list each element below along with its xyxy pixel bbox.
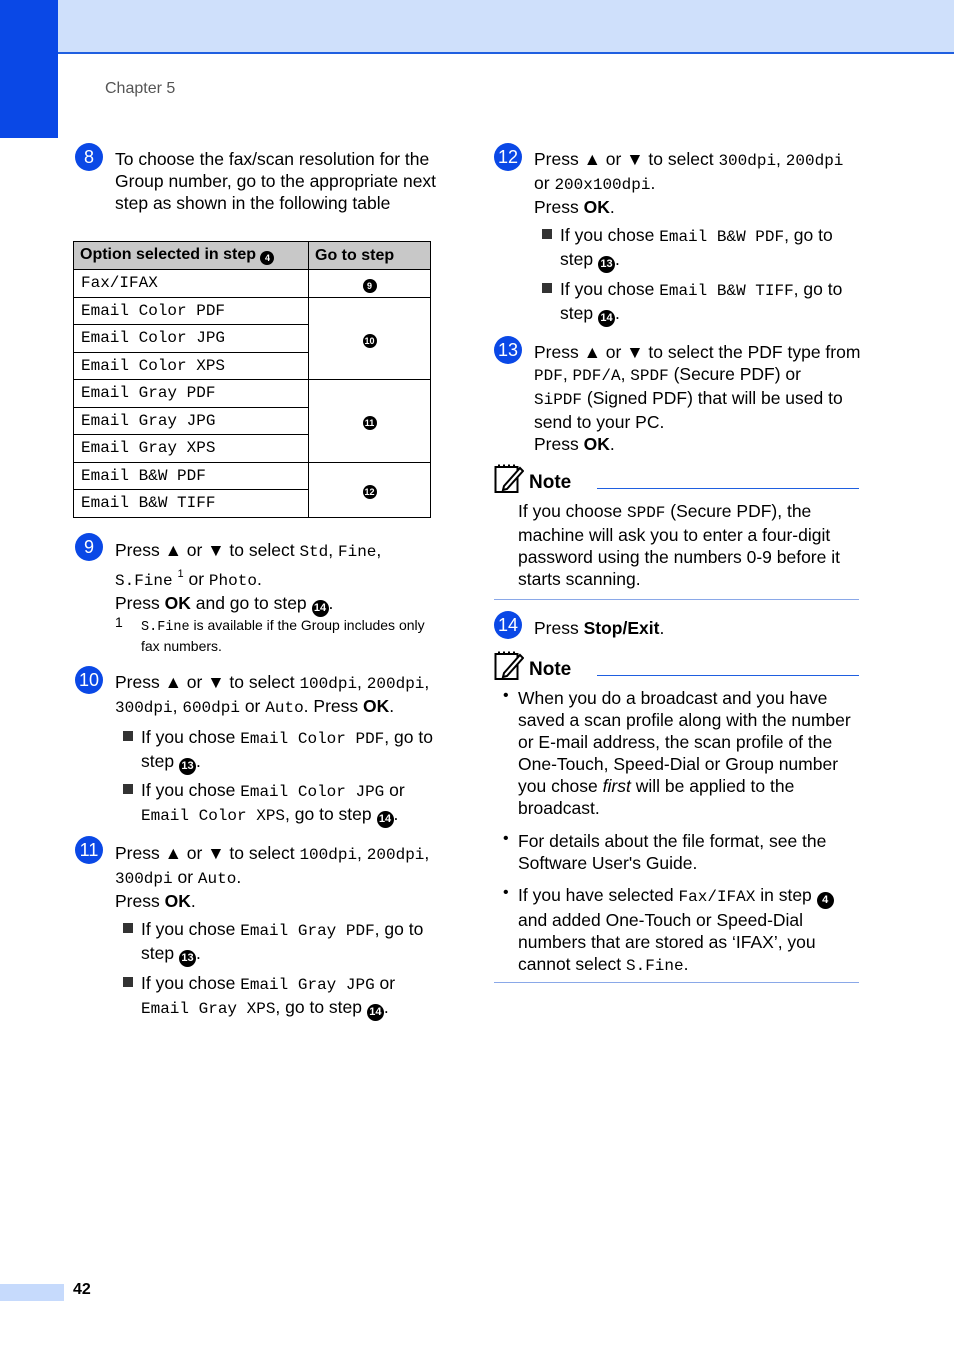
note-2-bullet-2: For details about the file format, see the Software User's Guide. xyxy=(518,831,827,873)
table-row: Email Gray PDF xyxy=(74,380,309,408)
bullet-square xyxy=(123,923,133,933)
step-10-bullet-2: If you chose Email Color JPG or Email Color XPS, go to step 14 . xyxy=(141,779,446,828)
goto-9: 9 xyxy=(363,279,377,293)
bullet-dot: • xyxy=(503,830,509,847)
table-header-goto: Go to step xyxy=(309,242,431,270)
step-8-text: To choose the fax/scan resolution for the Group number, go to the appropriate next step as shown in the following table xyxy=(115,149,437,213)
chapter-label: Chapter 5 xyxy=(105,80,176,97)
page-number-tab xyxy=(0,1284,64,1301)
bullet-square xyxy=(542,283,552,293)
step-11-bullet-1: If you chose Email Gray PDF, go to step 13 . xyxy=(141,918,446,967)
step-number-8: 8 xyxy=(75,143,103,171)
table-row: Email B&W TIFF xyxy=(74,490,309,518)
step-number-10: 10 xyxy=(75,666,103,694)
note-separator xyxy=(494,982,859,983)
options-table xyxy=(73,241,431,518)
table-row: Email Color XPS xyxy=(74,352,309,380)
note-pencil-icon xyxy=(494,651,524,681)
step-number-14: 14 xyxy=(494,611,522,639)
table-row: Email Gray XPS xyxy=(74,435,309,463)
note-separator xyxy=(494,599,859,600)
step-12-text: Press ▲ or ▼ to select 300dpi, 200dpi or 200x100dpi. Press OK. xyxy=(534,149,844,217)
step-12-bullet-2: If you chose Email B&W TIFF, go to step 14 . xyxy=(560,278,865,327)
note-rule xyxy=(597,488,859,489)
step-9-text: Press ▲ or ▼ to select Std, Fine, S.Fine $^1$ or Photo. Press OK and go to step 14 . xyxy=(115,539,450,617)
header-bar xyxy=(58,0,954,54)
step-number-13: 13 xyxy=(494,336,522,364)
table-row: Email Color JPG xyxy=(74,325,309,353)
note-2-bullet-1: When you do a broadcast and you have saved a scan profile along with the number or E-mail address, the scan profile of the One-Touch, Speed-Dial or Group number you chose first will be applied to the broadcast. xyxy=(518,688,851,818)
step-11-text: Press ▲ or ▼ to select 100dpi, 200dpi, 300dpi or Auto. Press OK. xyxy=(115,843,430,911)
note-pencil-icon xyxy=(494,464,524,494)
note-rule xyxy=(597,675,859,676)
chapter-tab xyxy=(0,0,58,138)
goto-10: 10 xyxy=(364,335,375,346)
step-13-text: Press ▲ or ▼ to select the PDF type from PDF, PDF/A, SPDF (Secure PDF) or SiPDF (Signed PDF) that will be used to send to your PC. Press OK. xyxy=(534,342,861,454)
step-14-text: Press Stop/Exit. xyxy=(534,618,665,638)
table-row: Email Gray JPG xyxy=(74,407,309,435)
note-1-text: If you choose SPDF (Secure PDF), the machine will ask you to enter a four-digit password using the numbers 0-9 before it starts scanning. xyxy=(518,501,840,589)
step-12-bullet-1: If you chose Email B&W PDF, go to step 13 . xyxy=(560,224,865,273)
step-number-9: 9 xyxy=(75,533,103,561)
bullet-dot: • xyxy=(503,687,509,704)
table-row: Email Color PDF xyxy=(74,297,309,325)
bullet-square xyxy=(123,731,133,741)
note-title: Note xyxy=(529,472,572,493)
step-10-text: Press ▲ or ▼ to select 100dpi, 200dpi, 300dpi, 600dpi or Auto. Press OK. xyxy=(115,672,430,717)
bullet-square xyxy=(123,784,133,794)
bullet-dot: • xyxy=(503,884,509,901)
footnote-text: S.Fine is available if the Group includes only fax numbers. xyxy=(141,617,425,654)
footnote-number: 1 xyxy=(115,614,123,630)
step-10-bullet-1: If you chose Email Color PDF, go to step 13 . xyxy=(141,726,446,775)
note-title: Note xyxy=(529,659,572,680)
bullet-square xyxy=(123,977,133,987)
table-header-option: Option selected in step 4 xyxy=(74,242,309,270)
bullet-square xyxy=(542,229,552,239)
step-number-11: 11 xyxy=(75,836,103,864)
goto-12: 12 xyxy=(364,487,375,497)
table-row: Email B&W PDF xyxy=(74,462,309,490)
step-number-12: 12 xyxy=(494,143,522,171)
page-number: 42 xyxy=(73,1281,91,1298)
step-ref-14: 14 xyxy=(312,600,329,617)
step-ref-4: 4 xyxy=(260,251,274,265)
note-2-bullet-3: If you have selected Fax/IFAX in step 4 and added One-Touch or Speed-Dial numbers that are stored as ‘IFAX’, you cannot select S.Fine. xyxy=(518,884,863,977)
table-row: Fax/IFAX xyxy=(74,270,309,298)
goto-11: 11 xyxy=(363,416,377,430)
step-11-bullet-2: If you chose Email Gray JPG or Email Gray XPS, go to step 14 . xyxy=(141,972,446,1021)
